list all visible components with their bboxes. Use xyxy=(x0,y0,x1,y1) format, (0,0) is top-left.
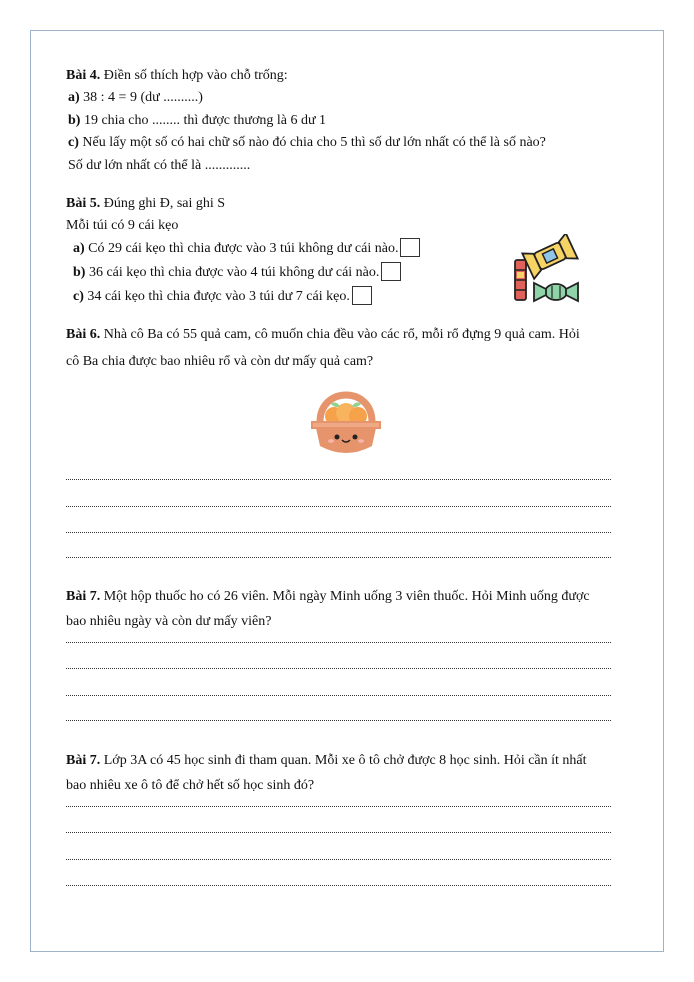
bai4-heading xyxy=(66,67,288,85)
bai4-item-a xyxy=(68,89,203,107)
item-text: 34 cái kẹo thì chia được vào 3 túi dư 7 cái kẹo. xyxy=(87,289,350,304)
bai7a-title: Bài 7. xyxy=(66,589,101,604)
bai5-title: Bài 5. xyxy=(66,196,101,211)
answer-line[interactable] xyxy=(66,557,611,558)
answer-line[interactable] xyxy=(66,532,611,533)
answer-line[interactable] xyxy=(66,695,611,696)
bai5-item-c xyxy=(73,286,372,306)
bai4-answer: Số dư lớn nhất có thể là ............. xyxy=(68,158,251,173)
bai4-item-b xyxy=(68,112,326,130)
item-label: c) xyxy=(73,289,84,304)
item-text: Có 29 cái kẹo thì chia được vào 3 túi không dư cái nào. xyxy=(88,241,399,256)
answer-line[interactable] xyxy=(66,720,611,721)
bai4-title: Bài 4. xyxy=(66,68,101,83)
bai6-line2: cô Ba chia được bao nhiêu rổ và còn dư mấy quả cam? xyxy=(66,354,374,369)
bai5-instruction: Đúng ghi Đ, sai ghi S xyxy=(103,196,226,211)
bai4-item-c xyxy=(68,134,546,152)
bai5-intro: Mỗi túi có 9 cái kẹo xyxy=(66,218,179,233)
bai5-item-b xyxy=(73,262,401,282)
bai7b-line1 xyxy=(66,752,587,770)
bai7a-text: Một hộp thuốc ho có 26 viên. Mỗi ngày Minh uống 3 viên thuốc. Hỏi Minh uống được xyxy=(103,589,590,604)
answer-line[interactable] xyxy=(66,885,611,886)
answer-line[interactable] xyxy=(66,832,611,833)
answer-line[interactable] xyxy=(66,642,611,643)
answer-box[interactable] xyxy=(352,286,372,305)
answer-line[interactable] xyxy=(66,479,611,480)
answer-box[interactable] xyxy=(400,238,420,257)
item-text: 19 chia cho ........ thì được thương là 6 dư 1 xyxy=(83,113,327,128)
candy-icon xyxy=(510,234,586,306)
answer-line[interactable] xyxy=(66,859,611,860)
bai7b-title: Bài 7. xyxy=(66,753,101,768)
answer-line[interactable] xyxy=(66,668,611,669)
bai7a-line2: bao nhiêu ngày và còn dư mấy viên? xyxy=(66,614,272,629)
item-text: Nếu lấy một số có hai chữ số nào đó chia cho 5 thì số dư lớn nhất có thể là số nào? xyxy=(82,135,546,150)
bai4-instruction: Điền số thích hợp vào chỗ trống: xyxy=(103,68,288,83)
bai7b-line2: bao nhiêu xe ô tô để chở hết số học sinh đó? xyxy=(66,778,315,793)
bai6-text: Nhà cô Ba có 55 quả cam, cô muốn chia đều vào các rổ, mỗi rổ đựng 9 quả cam. Hỏi xyxy=(103,327,580,342)
item-text: 36 cái kẹo thì chia được vào 4 túi không dư cái nào. xyxy=(88,265,380,280)
bai7b-text: Lớp 3A có 45 học sinh đi tham quan. Mỗi xe ô tô chở được 8 học sinh. Hỏi cần ít nhất xyxy=(103,753,587,768)
item-label: c) xyxy=(68,135,79,150)
bai5-heading xyxy=(66,195,225,213)
bai6-title: Bài 6. xyxy=(66,327,101,342)
item-label: a) xyxy=(68,90,80,105)
answer-box[interactable] xyxy=(381,262,401,281)
bai7a-line1 xyxy=(66,588,590,606)
bai5-item-a xyxy=(73,238,420,258)
item-label: b) xyxy=(73,265,86,280)
answer-line[interactable] xyxy=(66,806,611,807)
item-label: a) xyxy=(73,241,85,256)
bai6-line1 xyxy=(66,326,580,344)
orange-basket-icon xyxy=(306,378,386,460)
item-label: b) xyxy=(68,113,81,128)
item-text: 38 : 4 = 9 (dư ..........) xyxy=(83,90,203,105)
answer-line[interactable] xyxy=(66,506,611,507)
